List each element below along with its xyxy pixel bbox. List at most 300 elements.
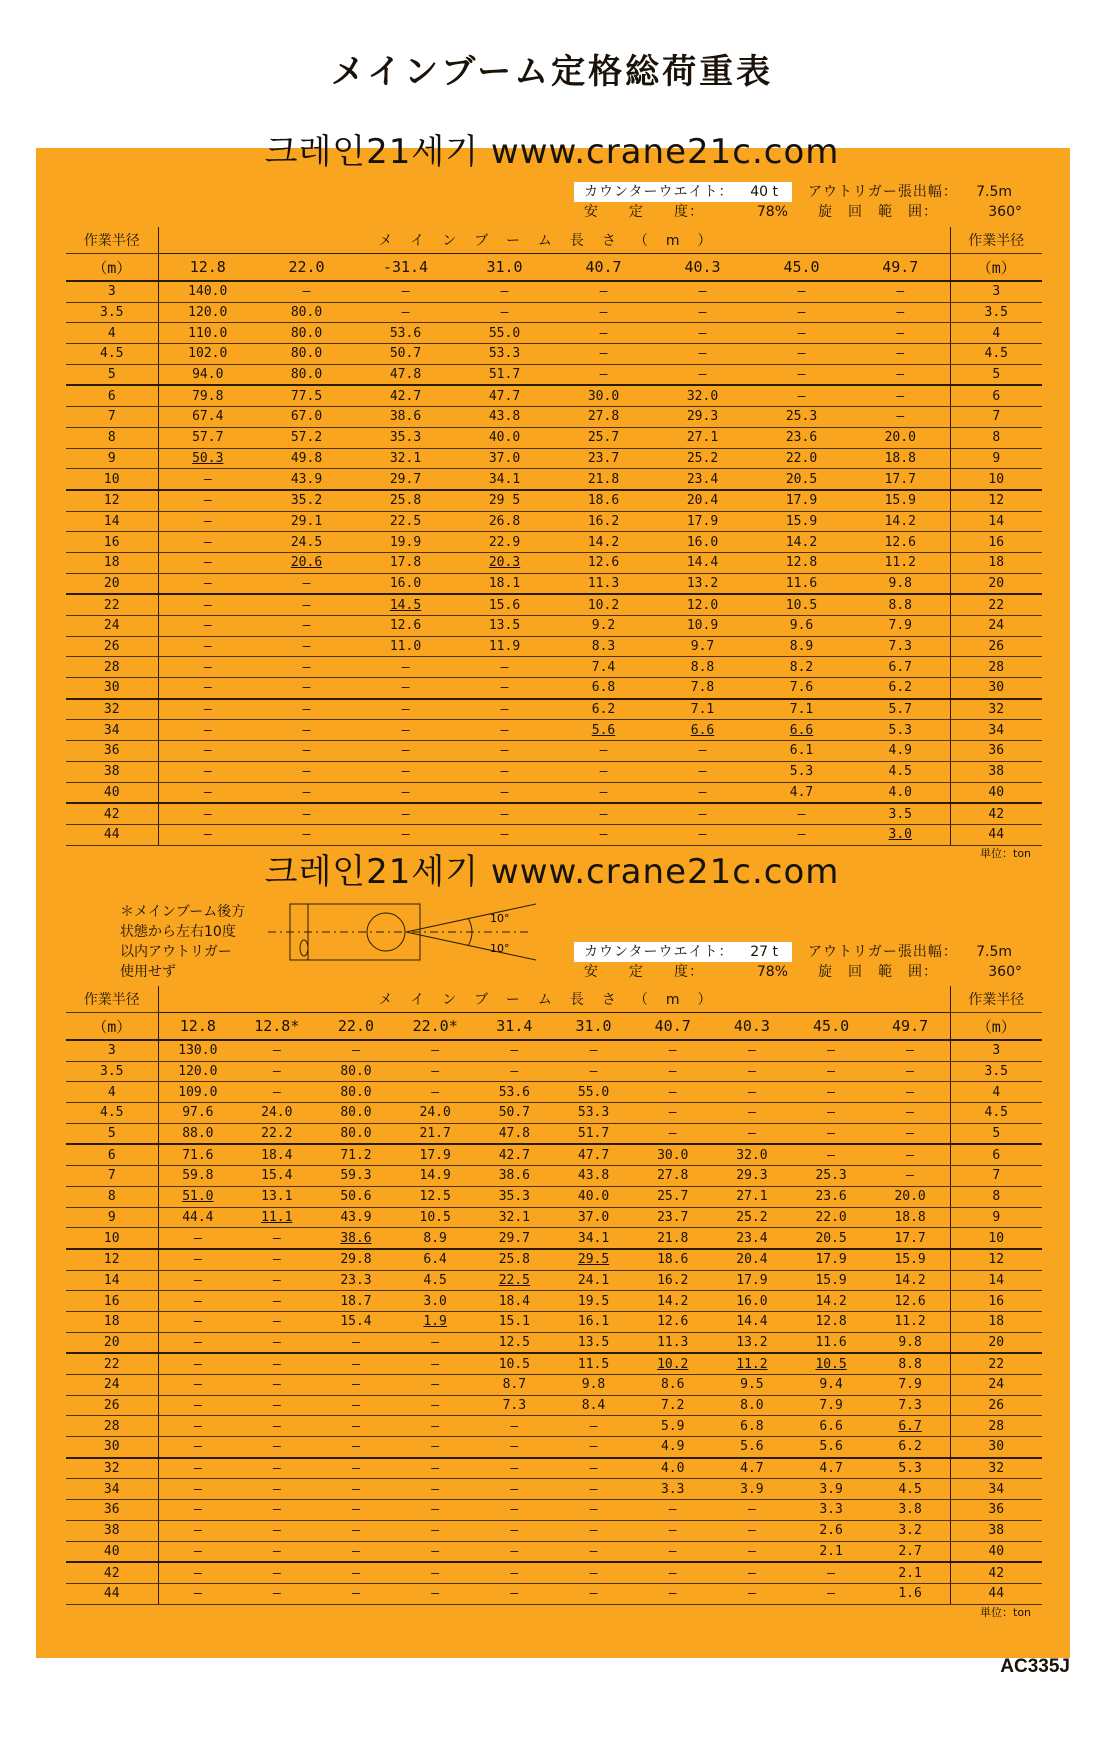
load-cell: 14.4 bbox=[712, 1311, 791, 1332]
load-cell: 50.7 bbox=[475, 1103, 554, 1124]
load-cell: 43.9 bbox=[316, 1207, 395, 1228]
load-cell: 20.0 bbox=[871, 1186, 950, 1207]
load-cell: — bbox=[554, 1061, 633, 1082]
radius-cell: 4.5 bbox=[66, 344, 158, 365]
load-cell: 9.8 bbox=[871, 1332, 950, 1353]
load-cell: 4.5 bbox=[871, 1479, 950, 1500]
radius-cell: 7 bbox=[66, 1166, 158, 1187]
load-cell: 13.5 bbox=[455, 616, 554, 637]
load-cell: 29.7 bbox=[475, 1228, 554, 1249]
boom-length-column-header: 12.8 bbox=[158, 254, 257, 282]
load-cell: — bbox=[158, 1291, 237, 1312]
load-cell: 38.6 bbox=[316, 1228, 395, 1249]
load-cell: 11.2 bbox=[712, 1353, 791, 1374]
load-cell: 27.1 bbox=[653, 427, 752, 448]
load-cell: 8.8 bbox=[871, 1353, 950, 1374]
load-cell: — bbox=[475, 1479, 554, 1500]
load-cell: 4.9 bbox=[633, 1437, 712, 1458]
load-cell: 7.3 bbox=[475, 1395, 554, 1416]
load-cell: — bbox=[237, 1395, 316, 1416]
load-cell: 25.8 bbox=[356, 490, 455, 511]
watermark-middle: 크레인21세기 www.crane21c.com bbox=[264, 852, 840, 892]
load-cell: — bbox=[257, 741, 356, 762]
load-cell: — bbox=[396, 1082, 475, 1103]
load-cell: — bbox=[455, 720, 554, 741]
load-cell: 130.0 bbox=[158, 1040, 237, 1061]
load-cell: — bbox=[237, 1291, 316, 1312]
page-title: メインブーム定格総荷重表 bbox=[330, 52, 774, 92]
note-line: 状態から左右10度 bbox=[120, 924, 236, 940]
radius-cell: 14 bbox=[66, 511, 158, 532]
load-cell: 25.3 bbox=[752, 407, 851, 428]
table-row bbox=[66, 1103, 1042, 1124]
radius-cell-right: 9 bbox=[950, 448, 1042, 469]
boom-length-header: メインブーム長さ（m） bbox=[158, 986, 950, 1013]
load-cell: 21.7 bbox=[396, 1123, 475, 1144]
table1-unit: 単位：ton bbox=[980, 847, 1032, 860]
load-cell: — bbox=[356, 824, 455, 845]
load-cell: 11.6 bbox=[792, 1332, 871, 1353]
load-cell: — bbox=[554, 1458, 633, 1479]
radius-cell-right: 34 bbox=[950, 720, 1042, 741]
load-cell: — bbox=[653, 741, 752, 762]
boom-length-column-header: 40.3 bbox=[712, 1013, 791, 1041]
slew-range-value: 360° bbox=[988, 964, 1022, 980]
load-cell: 18.8 bbox=[851, 448, 950, 469]
load-cell: 22.2 bbox=[237, 1123, 316, 1144]
load-cell: 12.5 bbox=[475, 1332, 554, 1353]
load-cell: 22.5 bbox=[475, 1270, 554, 1291]
radius-cell-right: 3 bbox=[950, 281, 1042, 302]
load-cell: — bbox=[752, 824, 851, 845]
load-cell: — bbox=[158, 782, 257, 803]
load-cell: 6.6 bbox=[653, 720, 752, 741]
load-cell: 55.0 bbox=[554, 1082, 633, 1103]
load-cell: — bbox=[356, 803, 455, 824]
radius-cell-right: 28 bbox=[950, 1416, 1042, 1437]
load-cell: 6.7 bbox=[851, 657, 950, 678]
load-cell: 22.0 bbox=[792, 1207, 871, 1228]
table-row bbox=[66, 803, 1042, 824]
table-row bbox=[66, 761, 1042, 782]
table-row bbox=[66, 1416, 1042, 1437]
load-cell: — bbox=[851, 323, 950, 344]
radius-cell: 5 bbox=[66, 364, 158, 385]
table-row bbox=[66, 1375, 1042, 1396]
load-cell: — bbox=[158, 616, 257, 637]
load-cell: — bbox=[237, 1375, 316, 1396]
load-cell: — bbox=[712, 1040, 791, 1061]
load-cell: — bbox=[475, 1500, 554, 1521]
load-cell: 2.7 bbox=[871, 1541, 950, 1562]
load-cell: — bbox=[396, 1562, 475, 1583]
load-cell: 29.8 bbox=[316, 1249, 395, 1270]
table-row bbox=[66, 323, 1042, 344]
load-cell: 23.4 bbox=[653, 469, 752, 490]
load-cell: 15.9 bbox=[752, 511, 851, 532]
load-cell: — bbox=[396, 1395, 475, 1416]
load-cell: 77.5 bbox=[257, 385, 356, 406]
load-cell: — bbox=[712, 1541, 791, 1562]
load-cell: 79.8 bbox=[158, 385, 257, 406]
load-cell: — bbox=[554, 281, 653, 302]
load-cell: 4.7 bbox=[712, 1458, 791, 1479]
load-cell: 9.2 bbox=[554, 616, 653, 637]
load-cell: — bbox=[633, 1520, 712, 1541]
load-cell: 14.2 bbox=[633, 1291, 712, 1312]
load-cell: 14.2 bbox=[871, 1270, 950, 1291]
load-cell: — bbox=[257, 573, 356, 594]
load-cell: 18.4 bbox=[475, 1291, 554, 1312]
load-cell: 16.0 bbox=[653, 532, 752, 553]
load-cell: 12.8 bbox=[752, 552, 851, 573]
load-cell: 11.5 bbox=[554, 1353, 633, 1374]
load-cell: 3.3 bbox=[633, 1479, 712, 1500]
load-cell: — bbox=[752, 281, 851, 302]
load-cell: — bbox=[158, 1416, 237, 1437]
load-cell: — bbox=[792, 1144, 871, 1165]
load-cell: — bbox=[633, 1103, 712, 1124]
load-cell: 11.6 bbox=[752, 573, 851, 594]
slew-range-label: 旋 回 範 囲： bbox=[818, 964, 938, 980]
radius-cell-right: 42 bbox=[950, 1562, 1042, 1583]
radius-cell: 4 bbox=[66, 1082, 158, 1103]
radius-cell: 8 bbox=[66, 1186, 158, 1207]
radius-cell-right: 40 bbox=[950, 1541, 1042, 1562]
load-cell: 8.6 bbox=[633, 1375, 712, 1396]
angle-line-bottom bbox=[406, 932, 536, 960]
load-cell: — bbox=[237, 1437, 316, 1458]
radius-cell-right: 8 bbox=[950, 1186, 1042, 1207]
load-cell: 57.2 bbox=[257, 427, 356, 448]
table-row bbox=[66, 1311, 1042, 1332]
load-cell: — bbox=[554, 364, 653, 385]
load-cell: — bbox=[356, 741, 455, 762]
table-row bbox=[66, 302, 1042, 323]
load-cell: — bbox=[158, 532, 257, 553]
load-cell: 17.8 bbox=[356, 552, 455, 573]
load-cell: 5.3 bbox=[752, 761, 851, 782]
load-cell: — bbox=[752, 803, 851, 824]
table-row bbox=[66, 1082, 1042, 1103]
load-cell: 23.3 bbox=[316, 1270, 395, 1291]
load-cell: 16.0 bbox=[356, 573, 455, 594]
boom-length-header: メインブーム長さ（m） bbox=[158, 227, 950, 254]
load-cell: — bbox=[475, 1416, 554, 1437]
load-cell: — bbox=[752, 364, 851, 385]
load-cell: 18.1 bbox=[455, 573, 554, 594]
load-cell: — bbox=[396, 1520, 475, 1541]
load-cell: 19.9 bbox=[356, 532, 455, 553]
load-cell: — bbox=[871, 1144, 950, 1165]
load-cell: — bbox=[396, 1061, 475, 1082]
load-cell: — bbox=[316, 1395, 395, 1416]
load-cell: 3.8 bbox=[871, 1500, 950, 1521]
load-cell: 44.4 bbox=[158, 1207, 237, 1228]
load-cell: 53.6 bbox=[356, 323, 455, 344]
load-cell: — bbox=[455, 741, 554, 762]
load-cell: — bbox=[237, 1061, 316, 1082]
load-cell: 23.7 bbox=[554, 448, 653, 469]
table-row bbox=[66, 824, 1042, 845]
load-cell: — bbox=[871, 1123, 950, 1144]
table-row bbox=[66, 448, 1042, 469]
load-cell: — bbox=[475, 1562, 554, 1583]
load-cell: 42.7 bbox=[475, 1144, 554, 1165]
radius-cell: 40 bbox=[66, 1541, 158, 1562]
load-cell: 38.6 bbox=[356, 407, 455, 428]
load-cell: 29.5 bbox=[554, 1249, 633, 1270]
radius-cell: 8 bbox=[66, 427, 158, 448]
load-cell: — bbox=[257, 657, 356, 678]
load-cell: 5.6 bbox=[554, 720, 653, 741]
radius-cell-right: 44 bbox=[950, 824, 1042, 845]
load-cell: — bbox=[871, 1166, 950, 1187]
load-cell: 14.4 bbox=[653, 552, 752, 573]
load-cell: 30.0 bbox=[554, 385, 653, 406]
load-cell: 6.8 bbox=[712, 1416, 791, 1437]
load-cell: 16.1 bbox=[554, 1311, 633, 1332]
load-cell: — bbox=[633, 1061, 712, 1082]
load-cell: 5.9 bbox=[633, 1416, 712, 1437]
load-cell: — bbox=[455, 657, 554, 678]
counterweight-label: カウンターウエイト： bbox=[584, 944, 734, 960]
load-cell: — bbox=[792, 1583, 871, 1604]
load-cell: 53.6 bbox=[475, 1082, 554, 1103]
load-cell: 8.9 bbox=[396, 1228, 475, 1249]
load-cell: 32.1 bbox=[356, 448, 455, 469]
table-row bbox=[66, 1291, 1042, 1312]
radius-cell: 18 bbox=[66, 1311, 158, 1332]
load-cell: 80.0 bbox=[316, 1123, 395, 1144]
load-cell: — bbox=[851, 281, 950, 302]
radius-cell: 24 bbox=[66, 616, 158, 637]
load-cell: 3.0 bbox=[396, 1291, 475, 1312]
load-cell: 40.0 bbox=[455, 427, 554, 448]
load-cell: 21.8 bbox=[633, 1228, 712, 1249]
load-cell: 17.7 bbox=[871, 1228, 950, 1249]
load-cell: 6.2 bbox=[871, 1437, 950, 1458]
note-line: 使用せず bbox=[120, 964, 176, 980]
load-cell: — bbox=[554, 824, 653, 845]
load-cell: 50.3 bbox=[158, 448, 257, 469]
load-cell: — bbox=[792, 1123, 871, 1144]
load-cell: — bbox=[158, 1375, 237, 1396]
load-cell: 110.0 bbox=[158, 323, 257, 344]
counterweight-box bbox=[574, 942, 792, 962]
load-cell: 102.0 bbox=[158, 344, 257, 365]
table-row bbox=[66, 1040, 1042, 1061]
load-cell: 11.3 bbox=[554, 573, 653, 594]
load-cell: 25.3 bbox=[792, 1166, 871, 1187]
load-cell: 50.7 bbox=[356, 344, 455, 365]
load-cell: — bbox=[237, 1583, 316, 1604]
load-cell: 51.0 bbox=[158, 1186, 237, 1207]
load-cell: 16.2 bbox=[633, 1270, 712, 1291]
radius-cell-right: 10 bbox=[950, 469, 1042, 490]
load-cell: — bbox=[158, 1332, 237, 1353]
radius-cell: 9 bbox=[66, 1207, 158, 1228]
radius-cell: 38 bbox=[66, 761, 158, 782]
slew-range-value: 360° bbox=[988, 204, 1022, 220]
radius-cell: 9 bbox=[66, 448, 158, 469]
angle-bottom-label: 10° bbox=[490, 942, 510, 955]
load-cell: — bbox=[396, 1583, 475, 1604]
table-row bbox=[66, 469, 1042, 490]
boom-length-column-header: 49.7 bbox=[851, 254, 950, 282]
load-cell: 6.6 bbox=[792, 1416, 871, 1437]
load-cell: 8.4 bbox=[554, 1395, 633, 1416]
load-cell: — bbox=[851, 344, 950, 365]
load-cell: 25.8 bbox=[475, 1249, 554, 1270]
radius-cell: 3 bbox=[66, 1040, 158, 1061]
table-row bbox=[66, 1458, 1042, 1479]
load-cell: 8.2 bbox=[752, 657, 851, 678]
load-cell: — bbox=[455, 782, 554, 803]
load-cell: — bbox=[633, 1541, 712, 1562]
load-cell: — bbox=[712, 1562, 791, 1583]
load-cell: 14.2 bbox=[792, 1291, 871, 1312]
load-cell: 17.9 bbox=[653, 511, 752, 532]
radius-cell-right: 30 bbox=[950, 1437, 1042, 1458]
load-cell: — bbox=[316, 1458, 395, 1479]
load-cell: — bbox=[396, 1500, 475, 1521]
radius-cell-right: 38 bbox=[950, 1520, 1042, 1541]
boom-length-column-header: 22.0 bbox=[316, 1013, 395, 1041]
load-cell: 14.2 bbox=[752, 532, 851, 553]
load-cell: — bbox=[356, 657, 455, 678]
load-cell: — bbox=[554, 1562, 633, 1583]
load-cell: — bbox=[316, 1583, 395, 1604]
load-cell: 23.6 bbox=[752, 427, 851, 448]
table-row bbox=[66, 1520, 1042, 1541]
radius-cell: 36 bbox=[66, 1500, 158, 1521]
load-cell: 35.3 bbox=[475, 1186, 554, 1207]
load-cell: 80.0 bbox=[257, 302, 356, 323]
table-row bbox=[66, 657, 1042, 678]
load-cell: 22.5 bbox=[356, 511, 455, 532]
load-cell: 6.4 bbox=[396, 1249, 475, 1270]
load-cell: 7.2 bbox=[633, 1395, 712, 1416]
load-cell: 7.6 bbox=[752, 678, 851, 699]
radius-cell-right: 40 bbox=[950, 782, 1042, 803]
load-cell: — bbox=[792, 1061, 871, 1082]
load-cell: 14.9 bbox=[396, 1166, 475, 1187]
load-cell: 19.5 bbox=[554, 1291, 633, 1312]
radius-cell-right: 12 bbox=[950, 1249, 1042, 1270]
load-cell: — bbox=[237, 1416, 316, 1437]
table-row bbox=[66, 1437, 1042, 1458]
load-cell: — bbox=[257, 782, 356, 803]
load-cell: — bbox=[396, 1479, 475, 1500]
load-cell: 20.4 bbox=[712, 1249, 791, 1270]
boom-length-column-header: -31.4 bbox=[356, 254, 455, 282]
load-cell: 6.1 bbox=[752, 741, 851, 762]
load-cell: — bbox=[653, 761, 752, 782]
load-cell: — bbox=[554, 1583, 633, 1604]
load-cell: 80.0 bbox=[257, 323, 356, 344]
boom-length-column-header: 12.8 bbox=[158, 1013, 237, 1041]
load-cell: — bbox=[633, 1562, 712, 1583]
load-cell: 47.7 bbox=[554, 1144, 633, 1165]
boom-length-column-header: 40.3 bbox=[653, 254, 752, 282]
load-cell: — bbox=[316, 1562, 395, 1583]
load-cell: — bbox=[554, 741, 653, 762]
boom-length-column-header: 40.7 bbox=[633, 1013, 712, 1041]
radius-cell-right: 34 bbox=[950, 1479, 1042, 1500]
radius-cell: 34 bbox=[66, 1479, 158, 1500]
load-cell: — bbox=[158, 699, 257, 720]
load-cell: — bbox=[554, 1500, 633, 1521]
radius-cell: 7 bbox=[66, 407, 158, 428]
load-cell: 37.0 bbox=[554, 1207, 633, 1228]
load-cell: 25.2 bbox=[712, 1207, 791, 1228]
radius-cell: 16 bbox=[66, 1291, 158, 1312]
table-row bbox=[66, 1332, 1042, 1353]
radius-cell-right: 4 bbox=[950, 323, 1042, 344]
radius-cell-right: 3.5 bbox=[950, 302, 1042, 323]
load-cell: — bbox=[633, 1082, 712, 1103]
load-cell: — bbox=[475, 1520, 554, 1541]
load-cell: 20.6 bbox=[257, 552, 356, 573]
load-cell: 6.7 bbox=[871, 1416, 950, 1437]
radius-cell: 28 bbox=[66, 1416, 158, 1437]
load-cell: — bbox=[237, 1082, 316, 1103]
load-cell: 32.1 bbox=[475, 1207, 554, 1228]
radius-cell-right: 24 bbox=[950, 616, 1042, 637]
load-cell: — bbox=[455, 824, 554, 845]
table-row bbox=[66, 1123, 1042, 1144]
table-row bbox=[66, 490, 1042, 511]
boom-length-column-header: 45.0 bbox=[752, 254, 851, 282]
load-cell: — bbox=[257, 281, 356, 302]
slew-range-label: 旋 回 範 囲： bbox=[818, 204, 938, 220]
load-cell: 13.2 bbox=[712, 1332, 791, 1353]
load-cell: 4.0 bbox=[851, 782, 950, 803]
load-cell: 15.4 bbox=[316, 1311, 395, 1332]
load-cell: — bbox=[752, 344, 851, 365]
load-cell: 6.2 bbox=[554, 699, 653, 720]
load-cell: 20.3 bbox=[455, 552, 554, 573]
load-cell: 35.3 bbox=[356, 427, 455, 448]
load-cell: 40.0 bbox=[554, 1186, 633, 1207]
load-cell: — bbox=[356, 699, 455, 720]
table-row bbox=[66, 281, 1042, 302]
load-cell: — bbox=[158, 1249, 237, 1270]
load-cell: — bbox=[158, 741, 257, 762]
table-row bbox=[66, 1583, 1042, 1604]
load-cell: 55.0 bbox=[455, 323, 554, 344]
load-cell: — bbox=[871, 1103, 950, 1124]
load-cell: — bbox=[712, 1583, 791, 1604]
load-cell: 7.1 bbox=[752, 699, 851, 720]
load-cell: — bbox=[158, 1437, 237, 1458]
radius-cell-right: 20 bbox=[950, 573, 1042, 594]
load-cell: 6.6 bbox=[752, 720, 851, 741]
radius-cell: 40 bbox=[66, 782, 158, 803]
watermark-top: 크레인21세기 www.crane21c.com bbox=[264, 132, 840, 172]
load-cell: — bbox=[653, 803, 752, 824]
load-cell: — bbox=[158, 1562, 237, 1583]
load-cell: — bbox=[851, 385, 950, 406]
load-cell: 4.5 bbox=[851, 761, 950, 782]
table-row bbox=[66, 1228, 1042, 1249]
boom-length-column-header: 31.0 bbox=[455, 254, 554, 282]
load-cell: 3.0 bbox=[851, 824, 950, 845]
radius-unit-right: （m） bbox=[950, 254, 1042, 282]
load-cell: — bbox=[257, 616, 356, 637]
table-row bbox=[66, 364, 1042, 385]
